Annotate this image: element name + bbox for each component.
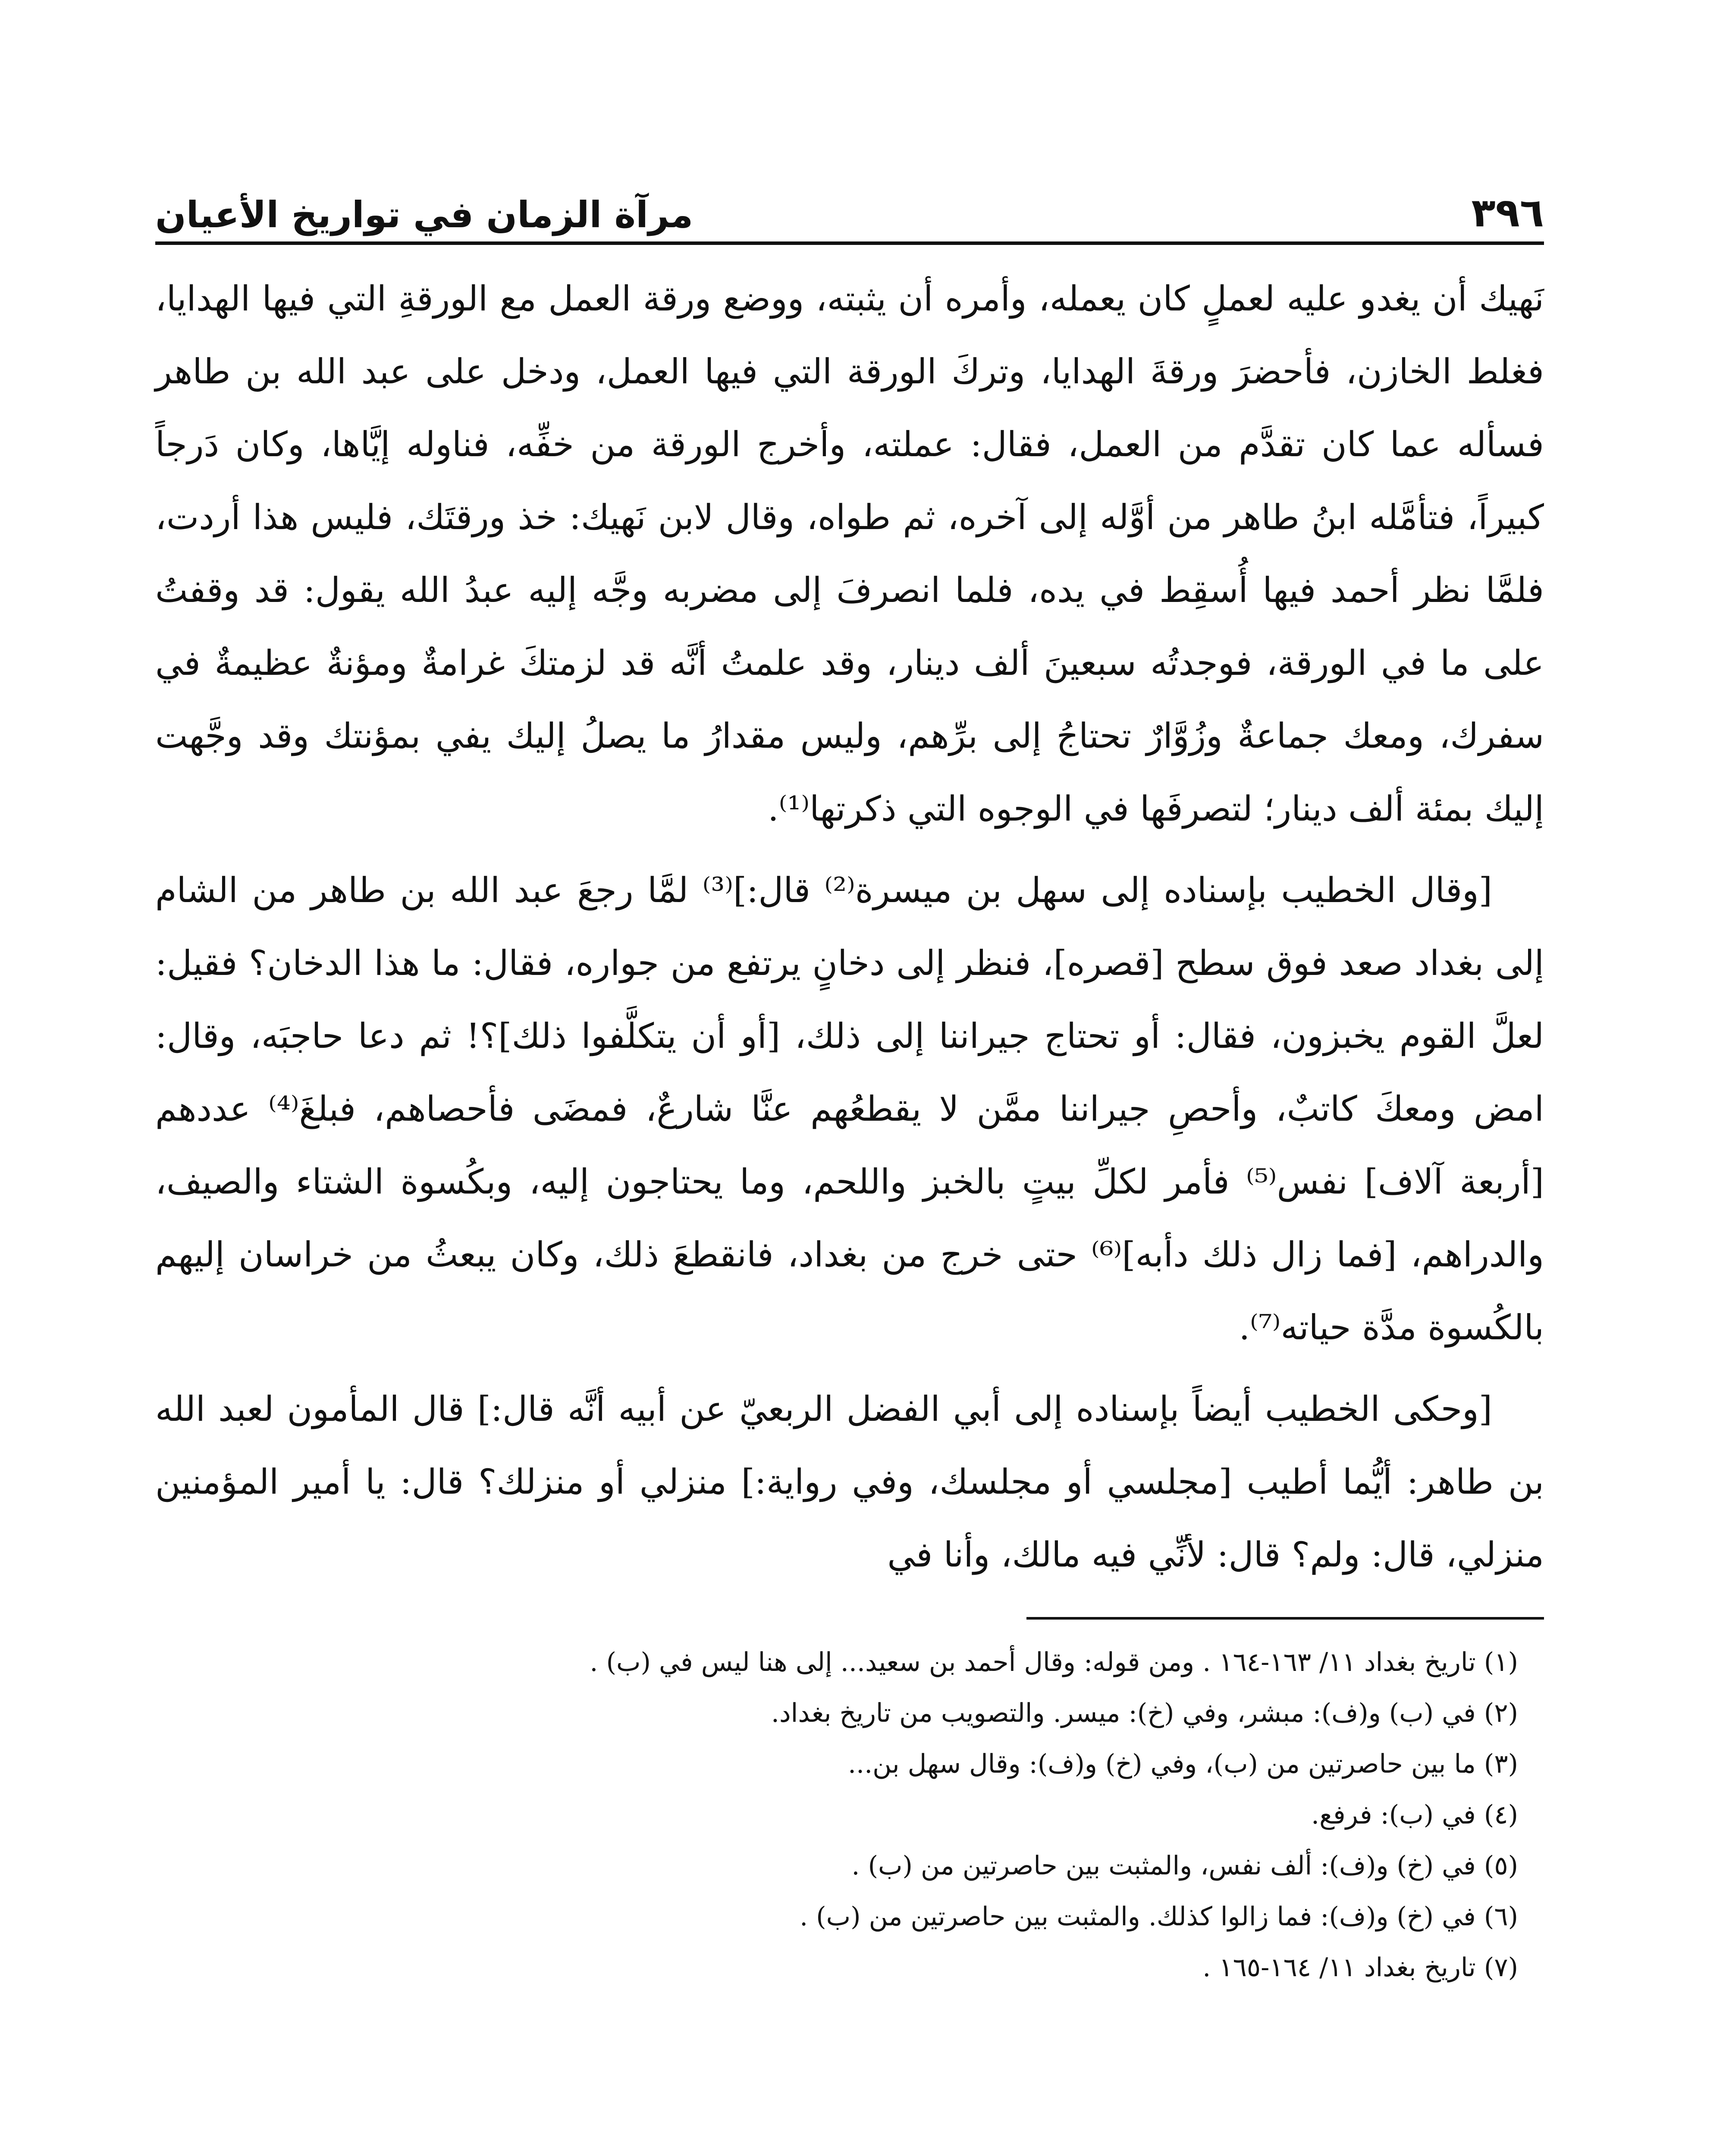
- main-text: [155, 262, 1544, 1591]
- footnote-4: (٤) في (ب): فرفع.: [1311, 1800, 1518, 1830]
- footnote-3: (٣) ما بين حاصرتين من (ب)، وفي (خ) و(ف): وقال سهل بن...: [847, 1749, 1518, 1779]
- footnote-2: (٢) في (ب) و(ف): مبشر، وفي (خ): ميسر. والتصويب من تاريخ بغداد.: [771, 1698, 1518, 1728]
- paragraph-1: نَهيك أن يغدو عليه لعملٍ كان يعمله، وأمره أن يثبته، ووضع ورقة العمل مع الورقةِ التي فيها الهدايا، فغلط الخازن، فأحضرَ ورقةَ الهدايا، وتركَ الورقة التي فيها العمل، ودخل على عبد الله بن طاهر فسأله عما كان تقدَّم من العمل، فقال: عملته، وأخرج الورقة من خفِّه، فناوله إيَّاها، وكان دَرجاً كبيراً، فتأمَّله ابنُ طاهر من أوَّله إلى آخره، ثم طواه، وقال لابن نَهيك: خذ ورقتَك، فليس هذا أردت، فلمَّا نظر أحمد فيها أُسقِط في يده، فلما انصرفَ إلى مضربه وجَّه إليه عبدُ الله يقول: قد وقفتُ على ما في الورقة، فوجدتُه سبعينَ ألف دينار، وقد علمتُ أنَّه قد لزمتكَ غرامةٌ ومؤنةٌ عظيمةٌ في سفرك، ومعك جماعةٌ وزُوَّارٌ تحتاجُ إلى برِّهم، وليس مقدارُ ما يصلُ إليك يفي بمؤنتك وقد وجَّهت إليك بمئة ألف دينار؛ لتصرفَها في الوجوه التي ذكرتها⁽¹⁾.: [155, 279, 1544, 829]
- paragraph-3: [وحكى الخطيب أيضاً بإسناده إلى أبي الفضل الربعيّ عن أبيه أنَّه قال:] قال المأمون لعبد الله بن طاهر: أيُّما أطيب [مجلسي أو مجلسك، وفي رواية:] منزلي أو منزلك؟ قال: يا أمير المؤمنين منزلي، قال: ولم؟ قال: لأنِّي فيه مالك، وأنا في: [155, 1389, 1544, 1575]
- page-number: ٣٩٦: [1471, 190, 1544, 236]
- paragraph-2: [وقال الخطيب بإسناده إلى سهل بن ميسرة⁽²⁾ قال:]⁽³⁾ لمَّا رجعَ عبد الله بن طاهر من الشام إلى بغداد صعد فوق سطح [قصره]، فنظر إلى دخانٍ يرتفع من جواره، فقال: ما هذا الدخان؟ فقيل: لعلَّ القوم يخبزون، فقال: أو تحتاج جيراننا إلى ذلك، [أو أن يتكلَّفوا ذلك]؟! ثم دعا حاجبَه، وقال: امض ومعكَ كاتبٌ، وأحصِ جيراننا ممَّن لا يقطعُهم عنَّا شارعٌ، فمضَى فأحصاهم، فبلغَ⁽⁴⁾ عددهم [أربعة آلاف] نفس⁽⁵⁾ فأمر لكلِّ بيتٍ بالخبز واللحم، وما يحتاجون إليه، وبكُسوة الشتاء والصيف، والدراهم، [فما زال ذلك دأبه]⁽⁶⁾ حتى خرج من بغداد، فانقطعَ ذلك، وكان يبعثُ من خراسان إليهم بالكُسوة مدَّة حياته⁽⁷⁾.: [155, 870, 1544, 1348]
- footnote-divider: [1026, 1617, 1544, 1620]
- footnotes-list: [155, 1637, 1544, 1993]
- footnote-1: (١) تاريخ بغداد ١١/ ١٦٣-١٦٤ . ومن قوله: وقال أحمد بن سعيد... إلى هنا ليس في (ب) .: [590, 1647, 1518, 1677]
- book-page: [155, 155, 1544, 2156]
- footnote-5: (٥) في (خ) و(ف): ألف نفس، والمثبت بين حاصرتين من (ب) .: [851, 1851, 1518, 1881]
- book-title: مرآة الزمان في تواريخ الأعيان: [155, 194, 694, 236]
- footnote-7: (٧) تاريخ بغداد ١١/ ١٦٤-١٦٥ .: [1202, 1952, 1518, 1983]
- footnote-6: (٦) في (خ) و(ف): فما زالوا كذلك. والمثبت بين حاصرتين من (ب) .: [800, 1902, 1518, 1932]
- running-header: [155, 155, 1544, 245]
